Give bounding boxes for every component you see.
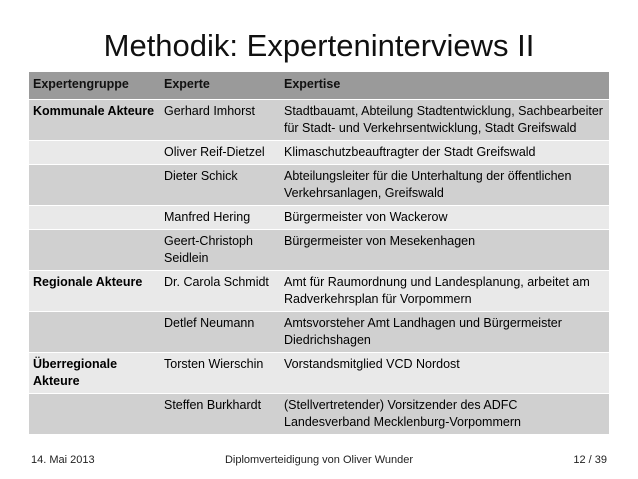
table-row [29,230,609,271]
cell-group: Regionale Akteure [29,271,160,312]
header-expertengruppe: Expertengruppe [29,72,160,100]
experts-table [29,72,609,434]
cell-expertise: Stadtbauamt, Abteilung Stadtentwicklung, Sachbearbeiter für Stadt- und Verkehrsentwicklung, Stadt Greifswald [280,100,609,141]
header-experte: Experte [160,72,280,100]
cell-group [29,230,160,271]
cell-expertise: Vorstandsmitglied VCD Nordost [280,353,609,394]
footer-page-number: 12 / 39 [573,454,607,466]
cell-group [29,206,160,230]
cell-group: Kommunale Akteure [29,100,160,141]
slide-title: Methodik: Experteninterviews II [103,28,535,63]
cell-expert: Oliver Reif-Dietzel [160,141,280,165]
cell-expertise: Abteilungsleiter für die Unterhaltung der öffentlichen Verkehrsanlagen, Greifswald [280,165,609,206]
cell-expert: Steffen Burkhardt [160,394,280,435]
cell-expertise: Bürgermeister von Mesekenhagen [280,230,609,271]
cell-expert: Manfred Hering [160,206,280,230]
cell-group [29,165,160,206]
cell-group [29,312,160,353]
table-row [29,394,609,435]
footer-date: 14. Mai 2013 [31,454,95,466]
cell-expertise: Amt für Raumordnung und Landesplanung, arbeitet am Radverkehrsplan für Vorpommern [280,271,609,312]
cell-expert: Torsten Wierschin [160,353,280,394]
table-row [29,312,609,353]
table-row [29,353,609,394]
cell-expert: Dieter Schick [160,165,280,206]
table-row [29,206,609,230]
table-row [29,141,609,165]
cell-expertise: (Stellvertretender) Vorsitzender des ADFC Landesverband Mecklenburg-Vorpommern [280,394,609,435]
header-expertise: Expertise [280,72,609,100]
cell-group [29,141,160,165]
cell-expert: Detlef Neumann [160,312,280,353]
cell-group: Überregionale Akteure [29,353,160,394]
cell-expertise: Bürgermeister von Wackerow [280,206,609,230]
table-row [29,271,609,312]
cell-expert: Gerhard Imhorst [160,100,280,141]
cell-expertise: Klimaschutzbeauftragter der Stadt Greifswald [280,141,609,165]
table-row [29,165,609,206]
cell-expert: Geert-Christoph Seidlein [160,230,280,271]
cell-group [29,394,160,435]
table-row [29,100,609,141]
table-header-row [29,72,609,100]
cell-expert: Dr. Carola Schmidt [160,271,280,312]
footer-presentation-title: Diplomverteidigung von Oliver Wunder [224,454,414,466]
cell-expertise: Amtsvorsteher Amt Landhagen und Bürgermeister Diedrichshagen [280,312,609,353]
